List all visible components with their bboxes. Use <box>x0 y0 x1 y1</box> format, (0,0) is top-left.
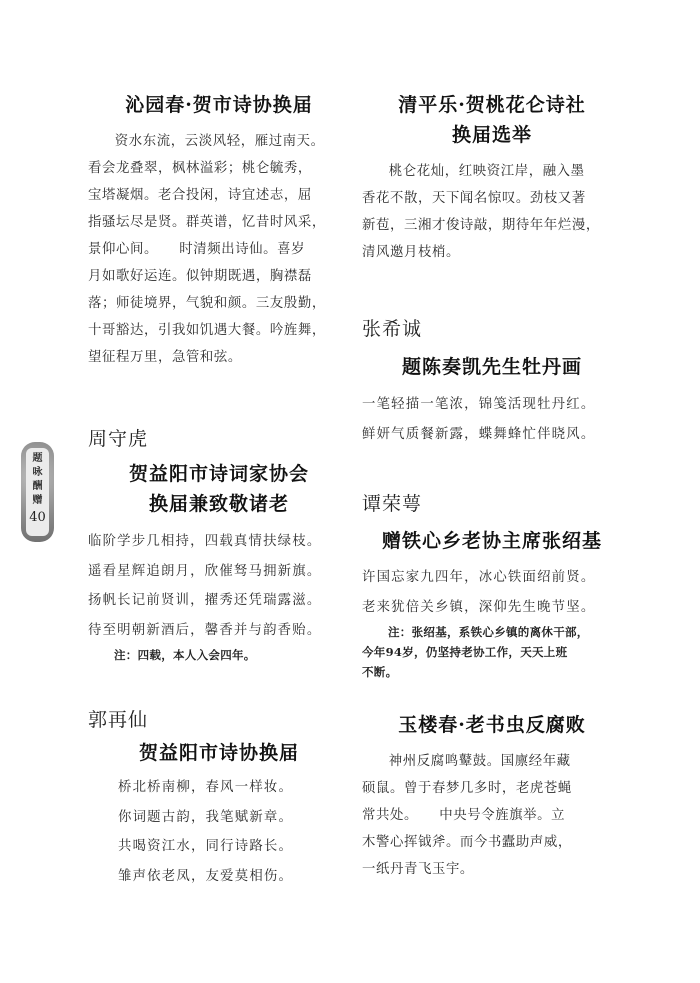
poem-body <box>88 527 350 665</box>
author-name: 谭荣萼 <box>362 493 423 515</box>
author-name: 郭再仙 <box>88 709 149 731</box>
poem-line: 桃仑花灿，红映资江岸，融入墨 <box>388 164 585 179</box>
poem-title-block <box>362 90 622 150</box>
poem-body <box>362 563 622 682</box>
poem-line: 临阶学步几相持，四载真情扶绿枝。 <box>88 534 322 549</box>
poem-line: 桥北桥南柳，春风一样妆。 <box>118 780 294 795</box>
poem-line: 扬帆长记前贤训，擢秀还凭瑞露滋。 <box>88 593 322 608</box>
poem-note: 注：四载，本人入会四年。 <box>114 648 256 662</box>
poem-title-block <box>362 352 622 382</box>
poem-body <box>362 158 622 266</box>
poem-body <box>362 390 622 449</box>
poem-line: 清风邀月枝梢。 <box>362 245 460 260</box>
poem-note: 不断。 <box>362 665 398 679</box>
poem-line: 遥看星辉追朗月，欣催驽马拥新旗。 <box>88 563 322 579</box>
poem-title-block <box>88 738 350 768</box>
poem-author <box>88 426 350 452</box>
author-name: 张希诚 <box>362 318 423 340</box>
poem-title-block <box>88 459 350 519</box>
poem-line: 一纸丹青飞玉宇。 <box>362 862 474 877</box>
poem-line: 神州反腐鸣鼙鼓。国廪经年藏 <box>388 754 571 769</box>
poem-note: 注：张绍基，系铁心乡镇的离休干部， <box>388 625 589 639</box>
poem-line: 新苞，三湘才俊诗敲，期待年年烂漫， <box>362 218 600 233</box>
side-tab-label <box>26 448 49 536</box>
poem-qinyuanchun <box>88 90 350 120</box>
poem-author <box>362 491 622 517</box>
poem-author <box>362 316 622 342</box>
poem-body <box>362 748 622 883</box>
poem-author <box>88 707 350 733</box>
poem-line: 老来犹倍关乡镇，深仰先生晚节坚。 <box>362 599 596 615</box>
poem-line: 落；师徒境界，气貌和颜。三友殷勤， <box>88 296 326 311</box>
poem-line: 指骚坛尽是贤。群英谱，忆昔时风采， <box>88 215 326 230</box>
poem-title: 贺益阳市诗协换届 <box>138 742 299 764</box>
poem-line: 宝塔凝烟。老合投闲，诗宜述志，屈 <box>88 188 312 203</box>
poem-title: 题陈奏凯先生牡丹画 <box>401 356 582 378</box>
poem-line: 十哥豁达，引我如饥遇大餐。吟旌舞， <box>88 323 326 338</box>
side-tab-char: 酬 <box>32 481 43 492</box>
author-name: 周守虎 <box>88 428 149 450</box>
poem-line: 许国忘家九四年，冰心铁面绍前贤。 <box>362 570 596 585</box>
poem-line: 香花不散，天下闻名惊叹。劲枝又著 <box>362 191 586 206</box>
poem-title: 换届兼致敬诸老 <box>148 493 289 515</box>
poem-title: 换届选举 <box>451 124 532 146</box>
poem-line: 常共处。 中央号令旌旗举。立 <box>362 808 566 823</box>
side-tab-char: 题 <box>32 453 43 464</box>
poem-body <box>88 128 350 371</box>
poem-line: 共喝资江水，同行诗路长。 <box>118 839 294 854</box>
poem-line: 你词题古韵，我笔赋新章。 <box>118 809 294 825</box>
poem-note: 今年94岁，仍坚持老协工作，天天上班 <box>362 645 568 659</box>
poem-line: 木警心挥钺斧。而今书蠹助声威， <box>362 835 572 850</box>
poem-line: 看会龙叠翠，枫林溢彩；桃仑毓秀， <box>88 161 312 176</box>
poem-title: 贺益阳市诗词家协会 <box>128 463 309 485</box>
poem-line: 硕鼠。曾于春梦几多时，老虎苍蝇 <box>362 781 572 796</box>
page-number: 40 <box>29 510 46 525</box>
poem-line: 鲜妍气质餐新露，蝶舞蜂忙伴晓风。 <box>362 426 596 442</box>
poem-line: 待至明朝新酒后，馨香并与韵香贻。 <box>88 622 322 638</box>
poem-line: 雏声依老凤，友爱莫相伤。 <box>118 868 294 884</box>
poem-line: 望征程万里，急管和弦。 <box>88 350 242 365</box>
poem-body <box>88 773 350 891</box>
poem-line: 一笔轻描一笔浓，锦笺活现牡丹红。 <box>362 397 596 412</box>
poem-line: 月如歌好运连。似钟期既遇，胸襟磊 <box>88 269 312 284</box>
poem-title-block <box>362 526 622 556</box>
side-tab-char: 咏 <box>32 467 43 478</box>
poem-title: 沁园春·贺市诗协换届 <box>125 94 313 116</box>
poem-line: 资水东流，云淡风轻，雁过南天。 <box>114 134 325 149</box>
poem-title-block <box>362 710 622 740</box>
side-tab-char: 赠 <box>32 495 43 506</box>
section-side-tab <box>21 442 54 542</box>
poem-title: 玉楼春·老书虫反腐败 <box>398 714 586 736</box>
poem-title: 赠铁心乡老协主席张绍基 <box>381 530 602 552</box>
poem-title: 清平乐·贺桃花仑诗社 <box>398 94 586 116</box>
poem-line: 景仰心间。 时清频出诗仙。喜岁 <box>88 242 306 257</box>
